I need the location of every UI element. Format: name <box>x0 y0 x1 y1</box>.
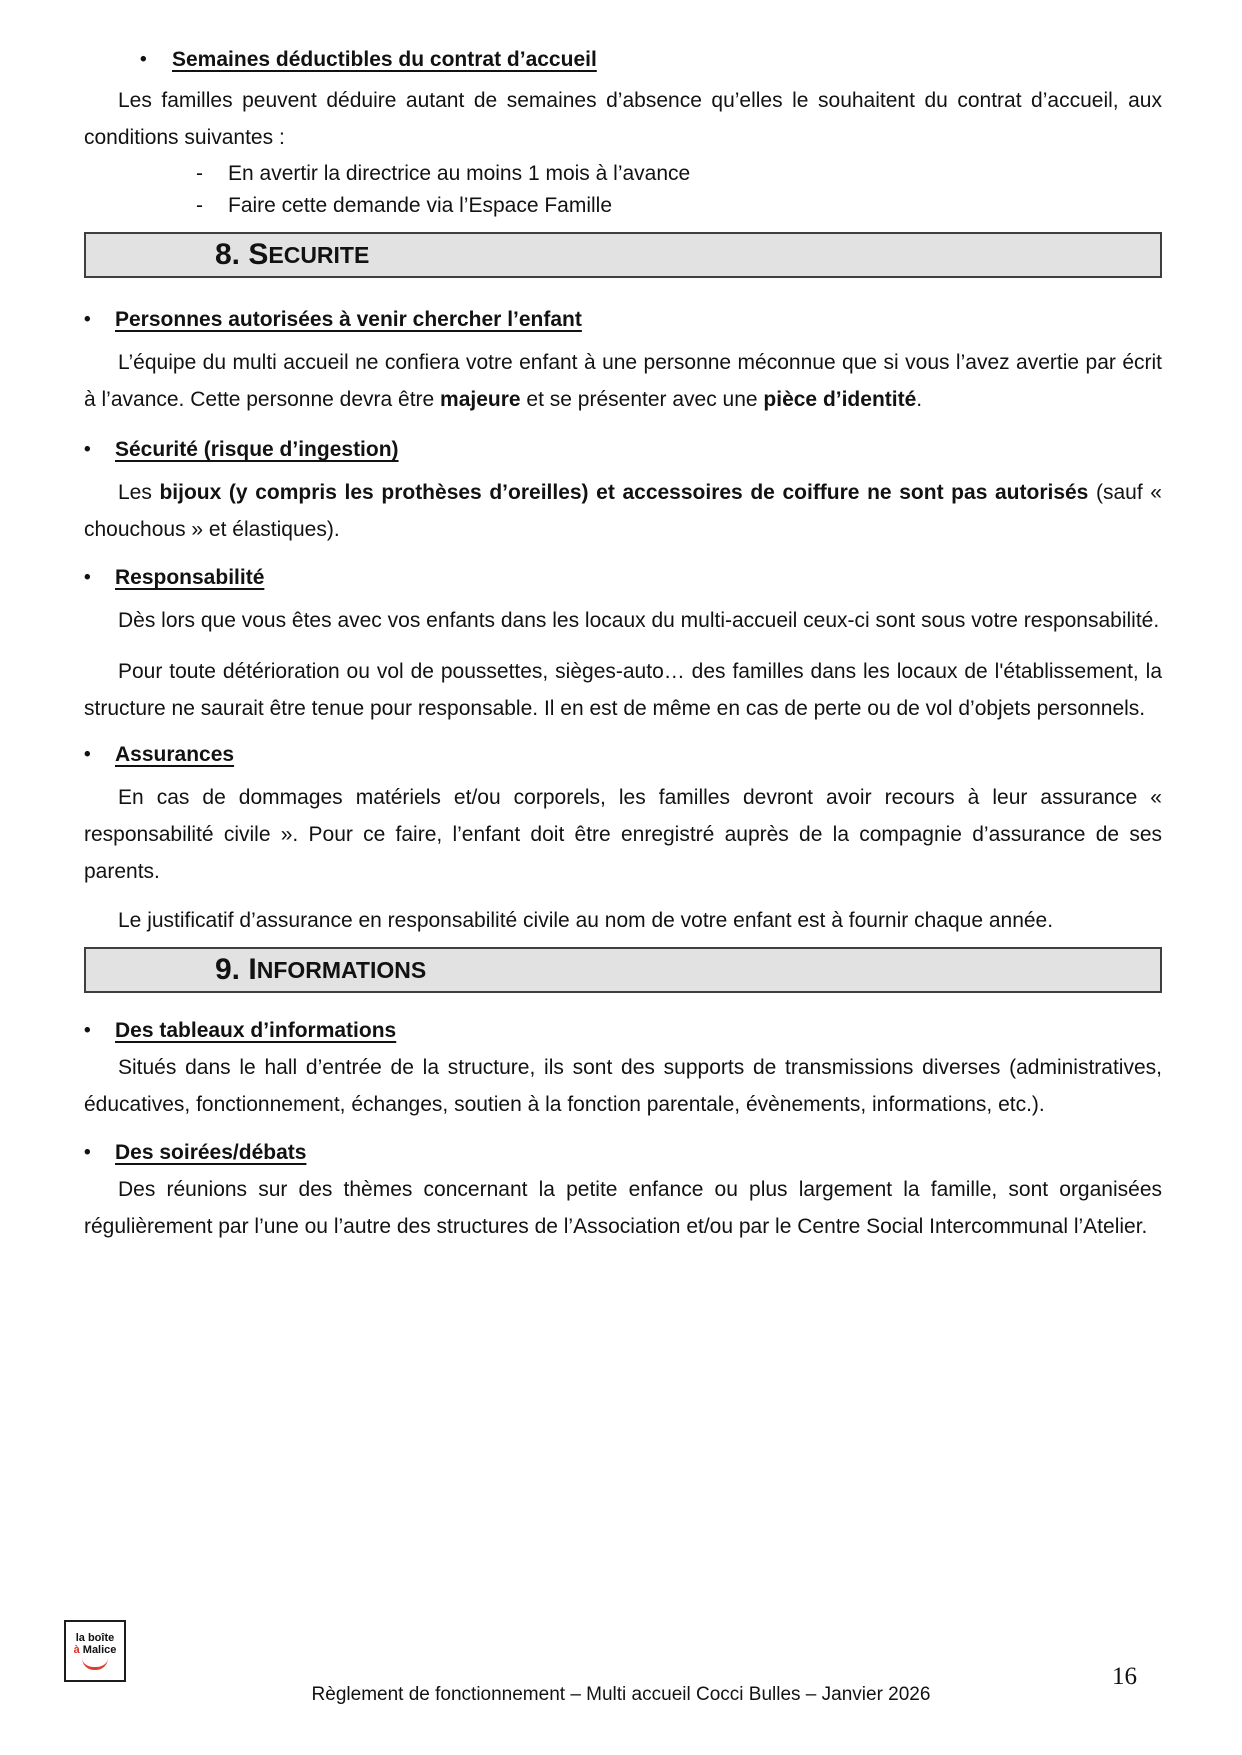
paragraph-tableaux-informations: Situés dans le hall d’entrée de la structure, ils sont des supports de transmissions diverses (administratives, éducatives, fonctionnement, échanges, soutien à la fonction parentale, évènements, informations, etc.). <box>84 1056 1162 1116</box>
bullet-icon: • <box>84 1142 91 1163</box>
bullet-heading-soirees-debats <box>84 1137 1162 1169</box>
logo-text-line1: la boîte <box>75 1632 115 1644</box>
bullet-heading-semaines-deductibles <box>140 44 1162 76</box>
section-header-informations <box>84 947 1162 993</box>
paragraph-assurances-1: En cas de dommages matériels et/ou corporels, les familles devront avoir recours à leur assurance « responsabilité civile ». Pour ce faire, l’enfant doit être enregistré auprès de la compagnie d’assurance de ses parents. <box>84 786 1162 883</box>
paragraph-responsabilite-1: Dès lors que vous êtes avec vos enfants dans les locaux du multi-accueil ceux-ci sont sous votre responsabilité. <box>118 609 1160 632</box>
section-number-title: 8. S <box>215 238 269 271</box>
dash-item-text: En avertir la directrice au moins 1 mois à l’avance <box>228 162 691 185</box>
section-title-smallcaps: NFORMATIONS <box>256 957 427 983</box>
bullet-icon: • <box>84 309 91 330</box>
paragraph-assurances-2: Le justificatif d’assurance en responsabilité civile au nom de votre enfant est à fournir chaque année. <box>118 909 1054 932</box>
paragraph-responsabilite-2: Pour toute détérioration ou vol de poussettes, sièges-auto… des familles dans les locaux de l'établissement, la structure ne saurait être tenue pour responsable. Il en est de même en cas de perte ou de vol d’objets personnels. <box>84 660 1162 720</box>
bullet-heading-securite-ingestion <box>84 434 1162 466</box>
bullet-heading-label: Des tableaux d’informations <box>115 1019 397 1042</box>
paragraph-securite-bijoux: Les bijoux (y compris les prothèses d’oreilles) et accessoires de coiffure ne sont pas autorisés (sauf « chouchous » et élastiques). <box>84 481 1162 541</box>
dash-icon: - <box>196 194 203 217</box>
dash-icon: - <box>196 162 203 185</box>
bullet-heading-label: Responsabilité <box>115 566 265 589</box>
dash-item-avertir <box>196 158 1162 190</box>
page-number: 16 <box>1112 1663 1137 1690</box>
bullet-icon: • <box>84 1020 91 1041</box>
section-header-securite <box>84 232 1162 278</box>
bullet-icon: • <box>84 439 91 460</box>
bullet-icon: • <box>84 744 91 765</box>
bullet-heading-label: Assurances <box>115 743 235 766</box>
logo-smile-icon <box>82 1658 108 1670</box>
bullet-heading-label: Personnes autorisées à venir chercher l’enfant <box>115 308 582 331</box>
bullet-icon: • <box>84 567 91 588</box>
section-title-smallcaps: ECURITE <box>268 242 370 268</box>
bullet-heading-tableaux-informations <box>84 1015 1162 1047</box>
dash-item-text: Faire cette demande via l’Espace Famille <box>228 194 613 217</box>
paragraph-semaines: Les familles peuvent déduire autant de semaines d’absence qu’elles le souhaitent du contrat d’accueil, aux conditions suivantes : <box>84 89 1162 149</box>
bullet-heading-label: Semaines déductibles du contrat d’accueil <box>172 48 597 71</box>
logo-text-line2: à Malice <box>73 1644 117 1656</box>
section-number-title: 9. I <box>215 953 257 986</box>
bullet-heading-personnes-autorisees <box>84 304 1162 336</box>
paragraph-personnes-autorisees: L’équipe du multi accueil ne confiera votre enfant à une personne méconnue que si vous l’avez avertie par écrit à l’avance. Cette personne devra être majeure et se présenter avec une pièce d’identité. <box>84 351 1162 411</box>
footer-document-title: Règlement de fonctionnement – Multi accueil Cocci Bulles – Janvier 2026 <box>311 1684 931 1705</box>
paragraph-soirees-debats: Des réunions sur des thèmes concernant la petite enfance ou plus largement la famille, sont organisées régulièrement par l’une ou l’autre des structures de l’Association et/ou par le Centre Social Intercommunal l’Atelier. <box>84 1178 1162 1238</box>
bullet-heading-assurances <box>84 739 1162 771</box>
logo-la-boite-a-malice <box>64 1620 126 1682</box>
bullet-heading-label: Des soirées/débats <box>115 1141 307 1164</box>
bullet-icon: • <box>140 49 147 70</box>
bullet-heading-label: Sécurité (risque d’ingestion) <box>115 438 399 461</box>
bullet-heading-responsabilite <box>84 562 1162 594</box>
dash-item-demande <box>196 190 1162 222</box>
